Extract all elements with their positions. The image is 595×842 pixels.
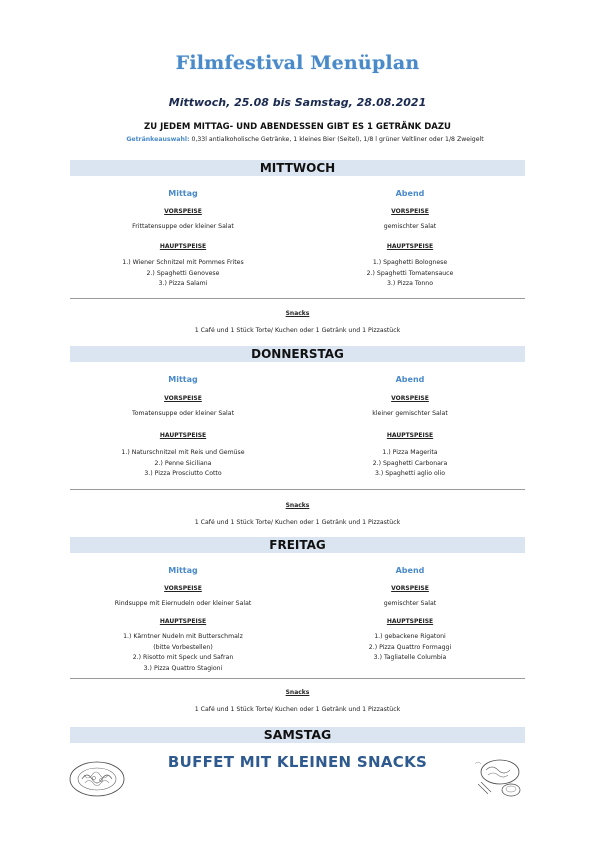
page-title: Filmfestival Menüplan	[175, 52, 420, 74]
starter-label: VORSPEISE	[391, 585, 429, 592]
lunch-starter: Tomatensuppe oder kleiner Salat	[131, 410, 234, 417]
list-item: (bitte Vorbestellen)	[153, 643, 213, 651]
main-label: HAUPTSPEISE	[386, 432, 434, 439]
day-band-mittwoch: MITTWOCH	[70, 160, 525, 176]
date-range: Mittwoch, 25.08 bis Samstag, 28.08.2021	[168, 96, 427, 109]
starter-label: VORSPEISE	[164, 208, 202, 215]
list-item: 3.) Pizza Salami	[158, 280, 208, 287]
lunch-starter: Frittatensuppe oder kleiner Salat	[132, 223, 234, 230]
list-item: 1.) gebackene Rigatoni	[374, 633, 446, 640]
dinner-starter: gemischter Salat	[383, 223, 437, 230]
starter-label: VORSPEISE	[391, 208, 429, 215]
lunch-heading: Mittag	[168, 189, 198, 198]
list-item: 3.) Spaghetti aglio olio	[374, 470, 446, 477]
main-label: HAUPTSPEISE	[159, 432, 207, 439]
day-band-donnerstag: DONNERSTAG	[70, 346, 525, 362]
main-label: HAUPTSPEISE	[386, 243, 434, 250]
list-item: 2.) Spaghetti Genovese	[146, 269, 220, 277]
food-bowl-illustration	[470, 752, 528, 802]
snacks-text: 1 Café und 1 Stück Torte/ Kuchen oder 1 Getränk und 1 Pizzastück	[194, 706, 401, 713]
snacks-text: 1 Café und 1 Stück Torte/ Kuchen oder 1 Getränk und 1 Pizzastück	[194, 519, 401, 526]
starter-label: VORSPEISE	[164, 395, 202, 402]
snacks-label: Snacks	[285, 689, 310, 696]
snacks-text: 1 Café und 1 Stück Torte/ Kuchen oder 1 Getränk und 1 Pizzastück	[194, 327, 401, 334]
dinner-mains	[297, 258, 523, 290]
list-item: 3.) Pizza Quattro Stagioni	[143, 664, 223, 672]
dinner-mains	[297, 632, 523, 664]
snacks-label: Snacks	[285, 310, 310, 317]
list-item: 2.) Pizza Quattro Formaggi	[368, 643, 452, 651]
list-item: 3.) Tagliatelle Columbia	[373, 654, 447, 661]
dinner-heading: Abend	[395, 189, 425, 198]
lunch-mains	[70, 632, 296, 674]
list-item: 3.) Pizza Prosciutto Cotto	[144, 470, 222, 477]
list-item: 1.) Pizza Magerita	[382, 449, 438, 456]
starter-label: VORSPEISE	[164, 585, 202, 592]
drink-notice: ZU JEDEM MITTAG- UND ABENDESSEN GIBT ES 1 GETRÄNK DAZU	[144, 122, 451, 132]
drink-choice-text: 0,33l antialkoholische Getränke, 1 kleines Bier (Seitel), 1/8 l grüner Veltliner oder 1/8 Zweigelt	[189, 136, 484, 143]
lunch-heading: Mittag	[168, 566, 198, 575]
divider	[70, 298, 525, 299]
day-band-freitag: FREITAG	[70, 537, 525, 553]
main-label: HAUPTSPEISE	[159, 243, 207, 250]
drink-choice-label: Getränkeauswahl:	[126, 136, 190, 143]
dinner-starter: gemischter Salat	[383, 600, 437, 607]
list-item: 1.) Spaghetti Bolognese	[372, 259, 448, 266]
dinner-starter: kleiner gemischter Salat	[372, 410, 448, 417]
list-item: 1.) Naturschnitzel mit Reis und Gemüse	[121, 449, 245, 456]
lunch-mains	[70, 258, 296, 290]
list-item: 3.) Pizza Tonno	[387, 280, 433, 287]
list-item: 2.) Risotto mit Speck und Safran	[132, 654, 234, 661]
dinner-mains	[297, 448, 523, 480]
drink-choice-line	[70, 136, 540, 143]
list-item: 1.) Kärntner Nudeln mit Butterschmalz	[123, 633, 243, 640]
lunch-heading: Mittag	[168, 375, 198, 384]
main-label: HAUPTSPEISE	[159, 618, 207, 625]
divider	[70, 489, 525, 490]
lunch-starter: Rindsuppe mit Eiernudeln oder kleiner Salat	[114, 600, 252, 607]
day-band-samstag: SAMSTAG	[70, 727, 525, 743]
list-item: 2.) Penne Siciliana	[154, 459, 212, 467]
snacks-label: Snacks	[285, 502, 310, 509]
main-label: HAUPTSPEISE	[386, 618, 434, 625]
buffet-heading: BUFFET MIT KLEINEN SNACKS	[167, 753, 428, 771]
lunch-mains	[70, 448, 296, 480]
dinner-heading: Abend	[395, 566, 425, 575]
divider	[70, 678, 525, 679]
list-item: 2.) Spaghetti Tomatensauce	[366, 269, 454, 277]
list-item: 1.) Wiener Schnitzel mit Pommes Frites	[122, 259, 244, 266]
dinner-heading: Abend	[395, 375, 425, 384]
starter-label: VORSPEISE	[391, 395, 429, 402]
pasta-plate-illustration	[68, 757, 126, 799]
list-item: 2.) Spaghetti Carbonara	[372, 459, 448, 467]
